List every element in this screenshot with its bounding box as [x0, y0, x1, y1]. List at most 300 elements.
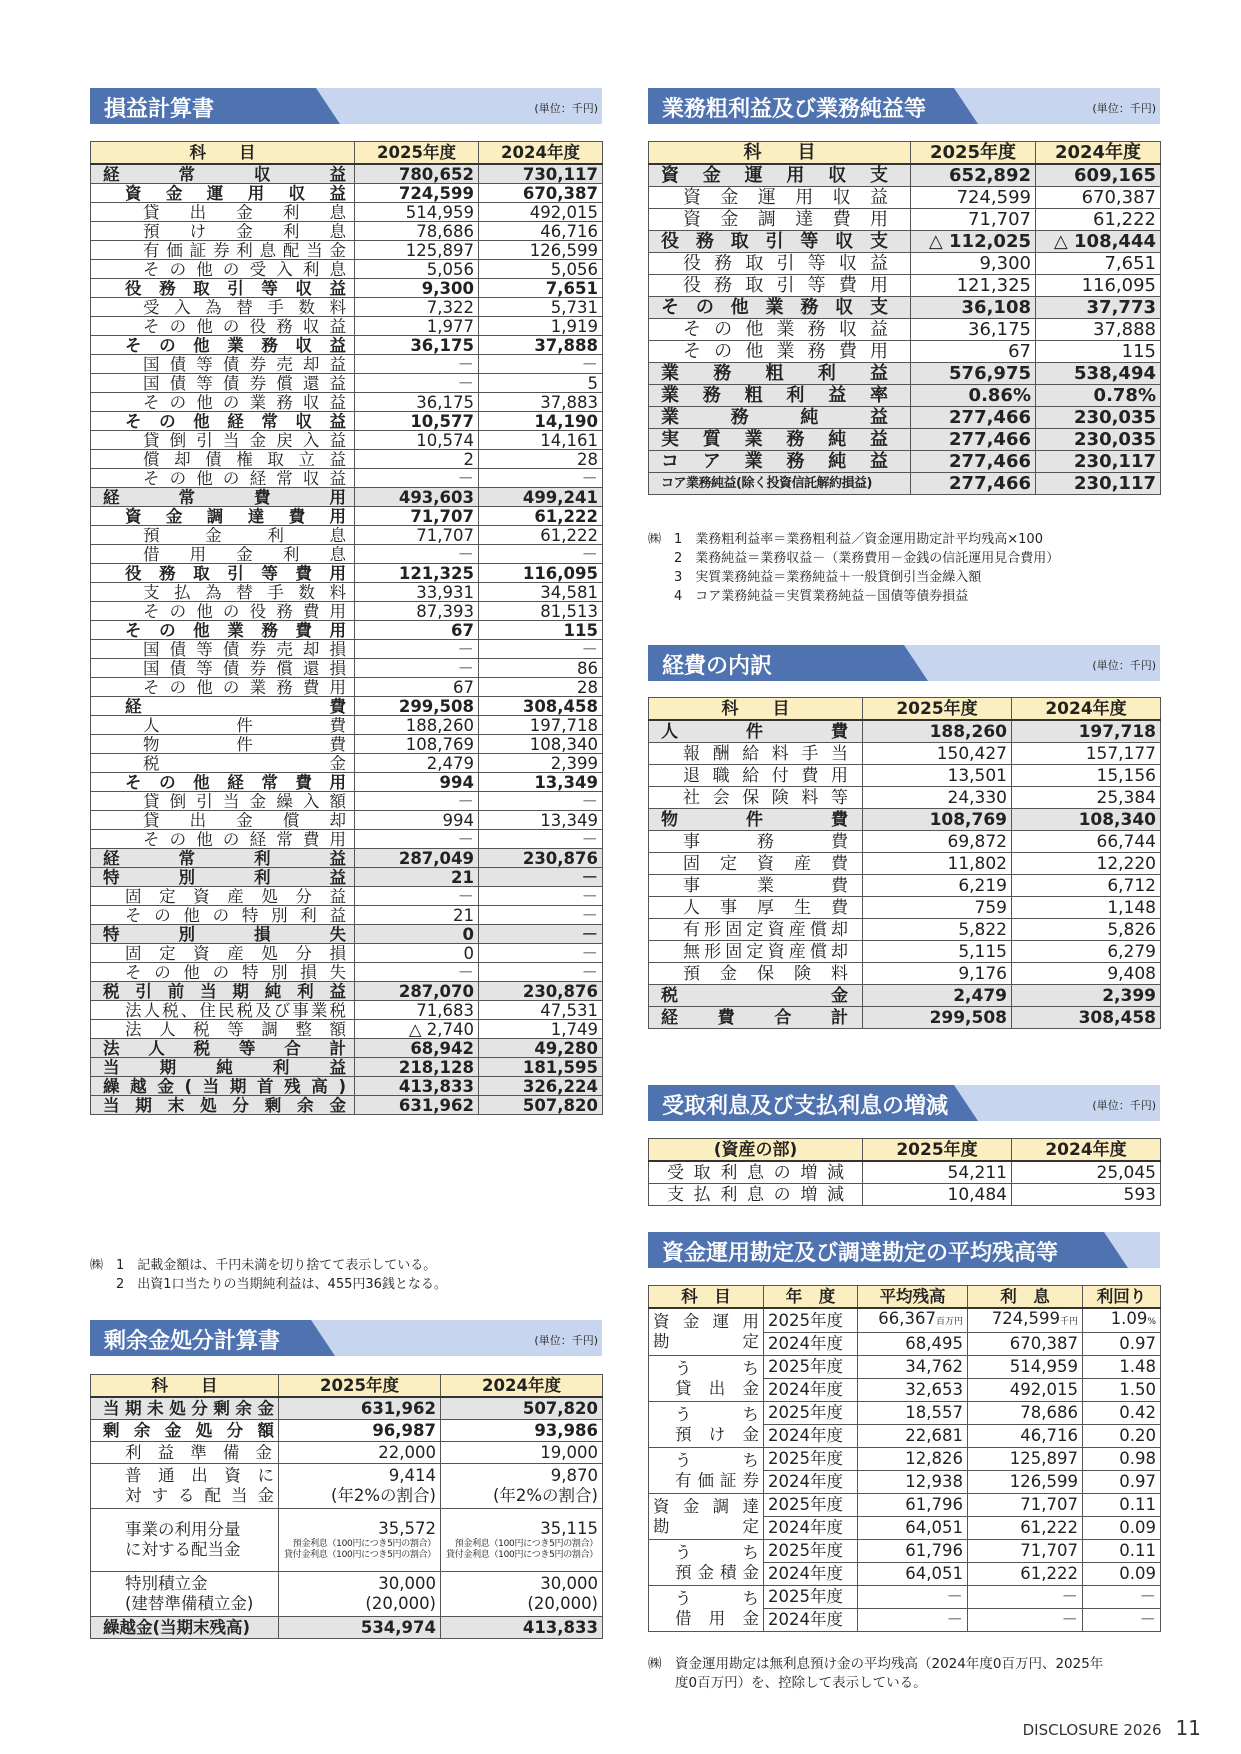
income-row-2025: 5,056 — [355, 260, 479, 279]
average-unit-label: 千円 — [1059, 1317, 1078, 1327]
table-row — [91, 488, 603, 507]
income-row-2024: 1,749 — [479, 1020, 603, 1039]
gross-row-2024: 538,494 — [1036, 363, 1161, 385]
gross-row-2025: 0.86% — [911, 385, 1036, 407]
average-yield — [1083, 1586, 1161, 1609]
income-row-2024: 115 — [479, 621, 603, 640]
average-balance-value: 66,367 — [878, 1309, 936, 1328]
income-row-2024: 28 — [479, 450, 603, 469]
table-row — [91, 184, 603, 203]
average-header-yield: 利回り — [1083, 1286, 1161, 1309]
income-row-2025: 994 — [355, 811, 479, 830]
income-row-2025: 108,769 — [355, 735, 479, 754]
average-balance — [858, 1586, 968, 1609]
table-row — [91, 1617, 603, 1639]
interest-row-label: 受取利息の増減 — [649, 1161, 863, 1184]
expense-row-2024: 12,220 — [1012, 853, 1161, 875]
expense-row-2024: 9,408 — [1012, 963, 1161, 985]
expense-row-label: 無形固定資産償却 — [649, 941, 863, 963]
average-yield — [1083, 1402, 1161, 1425]
income-row-2025: 9,300 — [355, 279, 479, 298]
expense-row-2024: 25,384 — [1012, 787, 1161, 809]
expense-row-2024: 308,458 — [1012, 1007, 1161, 1029]
gross-note-1: ㈱ 1 業務粗利益率＝業務粗利益／資金運用勘定計平均残高×100 — [648, 532, 1043, 547]
income-row-label: その他の経常費用 — [91, 830, 355, 849]
table-row — [91, 355, 603, 374]
income-row-2025: 36,175 — [355, 393, 479, 412]
income-row-2025: － — [355, 355, 479, 374]
table-row — [649, 187, 1161, 209]
expense-row-label: 人事厚生費 — [649, 897, 863, 919]
income-row-2025: 10,574 — [355, 431, 479, 450]
income-row-2024: 230,876 — [479, 982, 603, 1001]
average-balance-value: 61,796 — [905, 1541, 963, 1560]
income-row-2024: 7,651 — [479, 279, 603, 298]
gross-row-2024: 230,035 — [1036, 407, 1161, 429]
average-group-label-line: 勘 定 — [653, 1332, 759, 1351]
income-section-header — [90, 88, 602, 124]
surplus-value-note: 預金利息（100円につき5円の割合） — [454, 1539, 598, 1549]
table-row — [649, 341, 1161, 363]
table-row — [649, 407, 1161, 429]
income-row-2025: 0 — [355, 925, 479, 944]
table-row — [649, 164, 1161, 187]
expense-row-2025: 2,479 — [863, 985, 1012, 1007]
income-row-2024: 13,349 — [479, 773, 603, 792]
income-row-2025: 68,942 — [355, 1039, 479, 1058]
average-interest-value: 71,707 — [1020, 1495, 1078, 1514]
income-row-2025: 7,322 — [355, 298, 479, 317]
expense-row-label: 事業費 — [649, 875, 863, 897]
income-row-label: その他の受入利息 — [91, 260, 355, 279]
average-year — [764, 1494, 858, 1517]
table-row — [649, 831, 1161, 853]
income-row-2025: 125,897 — [355, 241, 479, 260]
average-yield — [1083, 1494, 1161, 1517]
interest-row-label: 支払利息の増減 — [649, 1184, 863, 1206]
income-row-2024: 181,595 — [479, 1058, 603, 1077]
table-row — [91, 1572, 603, 1617]
average-interest-value: 125,897 — [1009, 1449, 1078, 1468]
income-row-2025: 493,603 — [355, 488, 479, 507]
income-row-2025: － — [355, 659, 479, 678]
expense-row-2024: 197,718 — [1012, 720, 1161, 743]
income-row-2025: △ 2,740 — [355, 1020, 479, 1039]
table-row — [91, 678, 603, 697]
average-interest — [968, 1609, 1083, 1632]
income-row-2024: 197,718 — [479, 716, 603, 735]
expense-title: 経費の内訳 — [662, 654, 773, 679]
average-interest-value: 514,959 — [1009, 1357, 1078, 1376]
average-year-value: 2025年度 — [768, 1310, 843, 1330]
gross-title: 業務粗利益及び業務純益等 — [662, 97, 927, 122]
average-group-label-line: 借用金 — [675, 1608, 759, 1628]
expense-row-label: 物件費 — [649, 809, 863, 831]
table-row — [91, 1058, 603, 1077]
average-group-label-line: 資金調達 — [653, 1496, 759, 1516]
surplus-value: 35,115 — [540, 1519, 598, 1538]
average-interest-value: 492,015 — [1009, 1380, 1078, 1399]
income-row-label: 経常利益 — [91, 849, 355, 868]
average-balance-value: 64,051 — [905, 1518, 963, 1537]
income-row-2024: 13,349 — [479, 811, 603, 830]
expense-row-2025: 299,508 — [863, 1007, 1012, 1029]
gross-row-2024: 37,773 — [1036, 297, 1161, 319]
average-year-value: 2025年度 — [768, 1541, 843, 1560]
average-group-label-line: う ち — [675, 1358, 759, 1378]
income-row-2025: 188,260 — [355, 716, 479, 735]
gross-row-2024: 37,888 — [1036, 319, 1161, 341]
surplus-row-2024: 19,000 — [441, 1442, 603, 1464]
average-yield — [1083, 1308, 1161, 1333]
table-row — [91, 887, 603, 906]
income-row-label: 法人税等合計 — [91, 1039, 355, 1058]
average-interest-value: 71,707 — [1020, 1541, 1078, 1560]
gross-row-2025: 36,108 — [911, 297, 1036, 319]
gross-row-label: コア業務純益 — [649, 451, 911, 473]
table-row — [91, 792, 603, 811]
table-row — [91, 317, 603, 336]
expense-row-2025: 150,427 — [863, 743, 1012, 765]
income-row-2025: 21 — [355, 906, 479, 925]
table-row — [91, 1039, 603, 1058]
gross-row-2025: 277,466 — [911, 473, 1036, 495]
income-row-2025: 36,175 — [355, 336, 479, 355]
interest-unit: (単位：千円) — [1092, 1099, 1156, 1112]
average-yield-value: 1.48 — [1119, 1357, 1156, 1376]
gross-section-header — [648, 88, 1160, 124]
average-balance-value: 64,051 — [905, 1564, 963, 1583]
table-row — [649, 1540, 1161, 1563]
table-row — [91, 450, 603, 469]
table-row — [649, 319, 1161, 341]
gross-row-2025: 71,707 — [911, 209, 1036, 231]
table-row — [91, 1020, 603, 1039]
expense-header-item: 科 目 — [649, 698, 863, 721]
income-row-label: 当期純利益 — [91, 1058, 355, 1077]
income-row-label: 人件費 — [91, 716, 355, 735]
table-row — [649, 1308, 1161, 1333]
average-interest-value: 126,599 — [1009, 1472, 1078, 1491]
average-unit-label: 百万円 — [935, 1317, 963, 1327]
income-row-2025: 724,599 — [355, 184, 479, 203]
table-row — [91, 621, 603, 640]
income-row-2024: － — [479, 355, 603, 374]
surplus-row-label — [91, 1464, 279, 1509]
average-interest — [968, 1494, 1083, 1517]
income-row-2024: 492,015 — [479, 203, 603, 222]
income-row-2024: 670,387 — [479, 184, 603, 203]
surplus-value: 9,414 — [388, 1466, 436, 1485]
income-unit: (単位：千円) — [534, 102, 598, 115]
table-row — [649, 787, 1161, 809]
income-row-2025: 78,686 — [355, 222, 479, 241]
income-row-label: 貸出金利息 — [91, 203, 355, 222]
average-year-value: 2025年度 — [768, 1357, 843, 1376]
average-group-label-line: う ち — [675, 1404, 759, 1424]
average-balance-value: 61,796 — [905, 1495, 963, 1514]
expense-row-2025: 188,260 — [863, 720, 1012, 743]
income-row-label: 有価証券利息配当金 — [91, 241, 355, 260]
average-year — [764, 1308, 858, 1333]
average-interest-value: － — [1061, 1587, 1078, 1606]
surplus-row-label: 利益準備金 — [91, 1442, 279, 1464]
income-row-2024: － — [479, 545, 603, 564]
income-row-2024: 14,190 — [479, 412, 603, 431]
income-row-2024: 61,222 — [479, 507, 603, 526]
income-row-2025: 287,070 — [355, 982, 479, 1001]
surplus-header-2024: 2024年度 — [441, 1375, 603, 1398]
average-yield — [1083, 1540, 1161, 1563]
table-row — [649, 209, 1161, 231]
income-row-label: その他の業務収益 — [91, 393, 355, 412]
table-row — [91, 336, 603, 355]
income-row-2024: － — [479, 963, 603, 982]
average-balance — [858, 1425, 968, 1448]
average-year-value: 2025年度 — [768, 1587, 843, 1606]
table-row — [91, 298, 603, 317]
income-row-2025: － — [355, 792, 479, 811]
income-row-label: その他の役務収益 — [91, 317, 355, 336]
average-year — [764, 1563, 858, 1586]
expense-row-2024: 5,826 — [1012, 919, 1161, 941]
table-row — [91, 906, 603, 925]
table-row — [649, 1184, 1161, 1206]
average-group-label-line: 勘 定 — [653, 1516, 759, 1536]
surplus-row-label: 剰余金処分額 — [91, 1420, 279, 1442]
gross-row-label: 役務取引等収支 — [649, 231, 911, 253]
income-row-label: 税金 — [91, 754, 355, 773]
average-group-label-line: う ち — [675, 1588, 759, 1608]
income-row-label: 資金調達費用 — [91, 507, 355, 526]
average-balance — [858, 1333, 968, 1356]
average-balance — [858, 1402, 968, 1425]
income-row-2025: 631,962 — [355, 1096, 479, 1115]
surplus-row-2024: 93,986 — [441, 1420, 603, 1442]
income-row-2024: 46,716 — [479, 222, 603, 241]
table-row — [91, 925, 603, 944]
expense-row-label: 経費合計 — [649, 1007, 863, 1029]
income-row-2025: 10,577 — [355, 412, 479, 431]
gross-row-label: 資金調達費用 — [649, 209, 911, 231]
average-year-value: 2024年度 — [768, 1426, 843, 1445]
income-header-item: 科 目 — [91, 142, 355, 165]
income-row-2025: 287,049 — [355, 849, 479, 868]
average-year — [764, 1609, 858, 1632]
gross-note-2: 2 業務純益＝業務収益－（業務費用－金銭の信託運用見合費用） — [648, 551, 1060, 566]
income-note-1: ㈱ 1 記載金額は、千円未満を切り捨てて表示している。 — [90, 1258, 437, 1273]
surplus-row-label: 繰越金(当期末残高) — [91, 1617, 279, 1639]
table-row — [649, 765, 1161, 787]
expense-table — [648, 697, 1161, 1029]
average-balance-value: 22,681 — [905, 1426, 963, 1445]
income-row-2025: 514,959 — [355, 203, 479, 222]
expense-row-label: 有形固定資産償却 — [649, 919, 863, 941]
income-row-2024: 5,731 — [479, 298, 603, 317]
table-row — [91, 526, 603, 545]
income-row-label: その他の役務費用 — [91, 602, 355, 621]
average-year-value: 2024年度 — [768, 1518, 843, 1537]
gross-row-2024: 116,095 — [1036, 275, 1161, 297]
page-footer — [1023, 1716, 1201, 1740]
surplus-row-2024 — [441, 1509, 603, 1572]
income-row-2024: － — [479, 830, 603, 849]
gross-header-2025: 2025年度 — [911, 142, 1036, 165]
expense-row-label: 報酬給料手当 — [649, 743, 863, 765]
table-row — [91, 659, 603, 678]
average-yield-value: － — [1139, 1610, 1156, 1629]
table-row — [91, 697, 603, 716]
average-group-label — [649, 1448, 764, 1494]
average-interest-value: － — [1061, 1610, 1078, 1629]
gross-row-2025: 121,325 — [911, 275, 1036, 297]
average-header-year: 年 度 — [764, 1286, 858, 1309]
table-row — [91, 982, 603, 1001]
expense-row-label: 固定資産費 — [649, 853, 863, 875]
interest-header-2024: 2024年度 — [1012, 1139, 1161, 1162]
average-interest — [968, 1402, 1083, 1425]
table-row — [91, 260, 603, 279]
income-row-label: 法人税、住民税及び事業税 — [91, 1001, 355, 1020]
average-balance-value: 12,938 — [905, 1472, 963, 1491]
average-year — [764, 1356, 858, 1379]
gross-row-2024: △ 108,444 — [1036, 231, 1161, 253]
income-row-label: 物件費 — [91, 735, 355, 754]
income-row-2024: － — [479, 792, 603, 811]
average-year — [764, 1425, 858, 1448]
gross-row-label: 実質業務純益 — [649, 429, 911, 451]
average-group-label — [649, 1540, 764, 1586]
gross-row-label: その他業務費用 — [649, 341, 911, 363]
income-row-2024: － — [479, 868, 603, 887]
gross-row-2024: 61,222 — [1036, 209, 1161, 231]
gross-row-2024: 7,651 — [1036, 253, 1161, 275]
income-row-2024: － — [479, 944, 603, 963]
table-row — [649, 231, 1161, 253]
gross-row-2024: 230,117 — [1036, 473, 1161, 495]
income-row-2024: 308,458 — [479, 697, 603, 716]
surplus-label-line: に対する配当金 — [125, 1540, 241, 1559]
income-row-label: その他業務収益 — [91, 336, 355, 355]
table-row — [91, 507, 603, 526]
income-row-2025: 33,931 — [355, 583, 479, 602]
average-year — [764, 1586, 858, 1609]
income-row-2024: 86 — [479, 659, 603, 678]
expense-row-label: 預金保険料 — [649, 963, 863, 985]
table-row — [91, 583, 603, 602]
surplus-value: 35,572 — [378, 1519, 436, 1538]
income-row-2024: 37,883 — [479, 393, 603, 412]
table-row — [649, 963, 1161, 985]
income-row-label: 国債等債券償還損 — [91, 659, 355, 678]
average-balance-value: 68,495 — [905, 1334, 963, 1353]
surplus-row-label — [91, 1572, 279, 1617]
income-row-2024: 116,095 — [479, 564, 603, 583]
average-interest-value: 78,686 — [1020, 1403, 1078, 1422]
income-row-2024: 61,222 — [479, 526, 603, 545]
income-row-2024: － — [479, 640, 603, 659]
income-row-2024: 49,280 — [479, 1039, 603, 1058]
average-balance-value: 34,762 — [905, 1357, 963, 1376]
income-row-label: 経常費用 — [91, 488, 355, 507]
surplus-header-item: 科 目 — [91, 1375, 279, 1398]
average-group-label-line: 貸出金 — [675, 1378, 759, 1398]
income-row-label: 支払為替手数料 — [91, 583, 355, 602]
surplus-section-header — [90, 1320, 602, 1356]
average-yield-value: 0.42 — [1119, 1403, 1156, 1422]
table-row — [91, 374, 603, 393]
income-row-2025: 0 — [355, 944, 479, 963]
average-interest — [968, 1379, 1083, 1402]
table-row — [91, 279, 603, 298]
income-row-2024: 37,888 — [479, 336, 603, 355]
average-year — [764, 1540, 858, 1563]
expense-row-label: 事務費 — [649, 831, 863, 853]
average-group-label — [649, 1308, 764, 1356]
average-balance-value: 18,557 — [905, 1403, 963, 1422]
interest-row-2025: 10,484 — [863, 1184, 1012, 1206]
table-row — [91, 1001, 603, 1020]
average-interest — [968, 1333, 1083, 1356]
gross-header-item: 科 目 — [649, 142, 911, 165]
income-row-label: その他経常費用 — [91, 773, 355, 792]
average-balance — [858, 1609, 968, 1632]
average-interest — [968, 1586, 1083, 1609]
income-title: 損益計算書 — [104, 97, 215, 122]
table-row — [91, 203, 603, 222]
income-row-label: 当期末処分剰余金 — [91, 1096, 355, 1115]
gross-row-2025: 9,300 — [911, 253, 1036, 275]
income-row-2024: 730,117 — [479, 164, 603, 184]
average-interest — [968, 1563, 1083, 1586]
average-yield-value: 1.09 — [1110, 1309, 1148, 1328]
average-year-value: 2024年度 — [768, 1334, 843, 1353]
income-row-2025: 780,652 — [355, 164, 479, 184]
gross-row-2024: 609,165 — [1036, 164, 1161, 187]
expense-row-2025: 13,501 — [863, 765, 1012, 787]
expense-header-2024: 2024年度 — [1012, 698, 1161, 721]
income-row-label: 役務取引等収益 — [91, 279, 355, 298]
gross-note-3: 3 実質業務純益＝業務純益＋一般貸倒引当金繰入額 — [648, 570, 982, 585]
gross-row-2025: 652,892 — [911, 164, 1036, 187]
average-yield-value: 0.09 — [1119, 1564, 1156, 1583]
average-year — [764, 1379, 858, 1402]
gross-unit: (単位：千円) — [1092, 102, 1156, 115]
table-row — [91, 564, 603, 583]
income-row-2024: 1,919 — [479, 317, 603, 336]
table-row — [91, 849, 603, 868]
gross-row-2025: 724,599 — [911, 187, 1036, 209]
income-row-2024: 230,876 — [479, 849, 603, 868]
average-header-balance: 平均残高 — [858, 1286, 968, 1309]
average-year-value: 2025年度 — [768, 1495, 843, 1514]
average-balance — [858, 1379, 968, 1402]
average-yield — [1083, 1425, 1161, 1448]
average-year-value: 2025年度 — [768, 1403, 843, 1422]
table-row — [91, 1397, 603, 1420]
expense-row-label: 社会保険料等 — [649, 787, 863, 809]
average-note-2: 度0百万円）を、控除して表示している。 — [648, 1675, 927, 1691]
income-header-2025: 2025年度 — [355, 142, 479, 165]
table-row — [91, 241, 603, 260]
expense-row-2025: 5,115 — [863, 941, 1012, 963]
surplus-value-note: 預金利息（100円につき5円の割合） — [292, 1539, 436, 1549]
average-notes — [648, 1655, 1103, 1693]
table-row — [91, 1464, 603, 1509]
average-balance — [858, 1494, 968, 1517]
table-row — [649, 429, 1161, 451]
income-row-2024: 5 — [479, 374, 603, 393]
